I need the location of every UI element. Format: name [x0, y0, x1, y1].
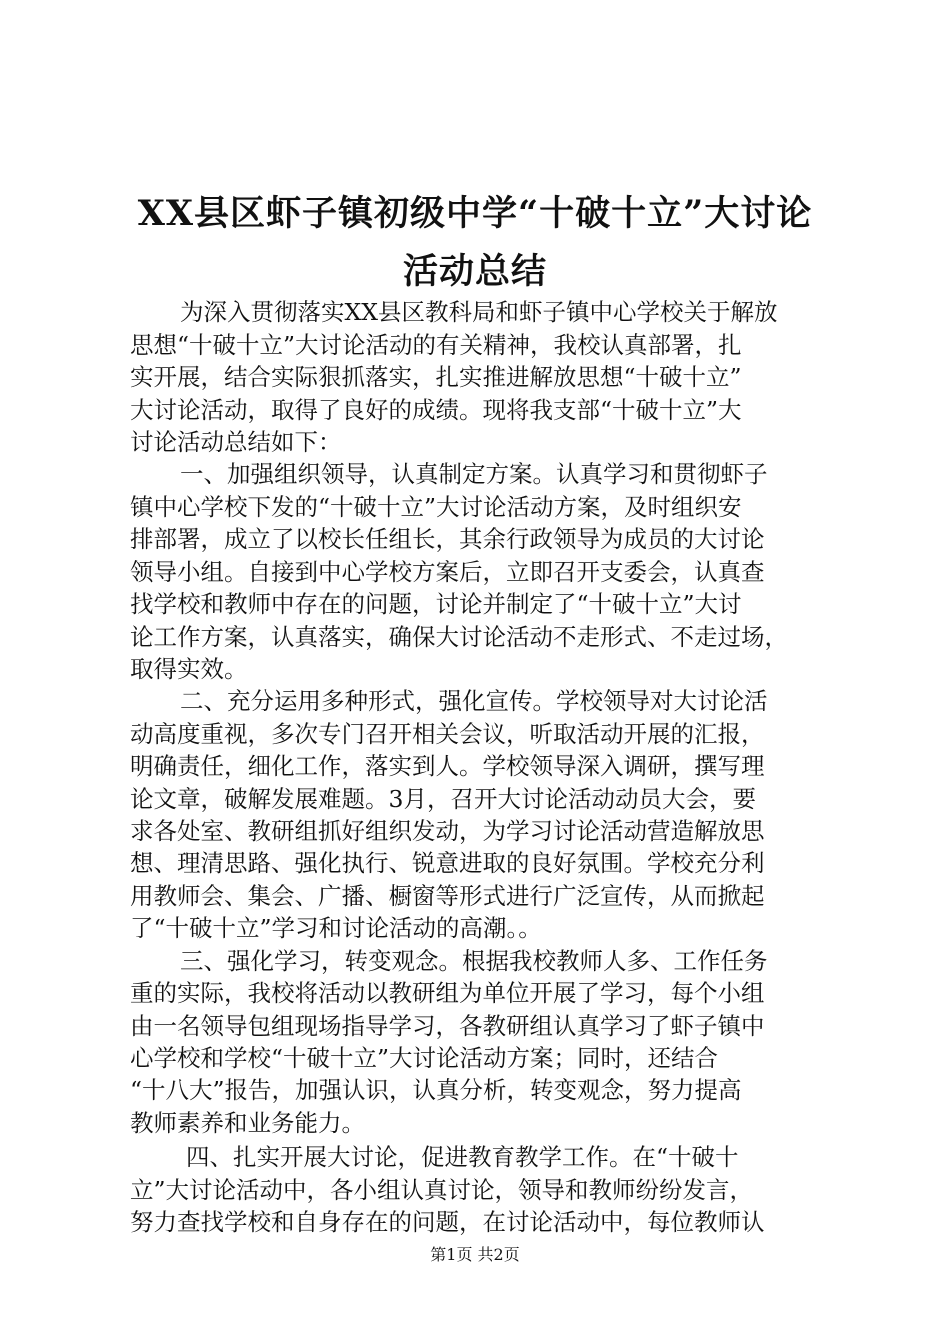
paragraph-line: 了“十破十立”学习和讨论活动的高潮。。	[130, 914, 542, 942]
paragraph-line: 实开展，结合实际狠抓落实，扎实推进解放思想“十破十立”	[130, 363, 742, 391]
paragraph-line: 论文章，破解发展难题。3月，召开大讨论活动动员大会，要	[130, 785, 756, 813]
paragraph-line: 为深入贯彻落实XX县区教科局和虾子镇中心学校关于解放	[180, 298, 778, 326]
paragraph-line: 取得实效。	[130, 655, 248, 683]
paragraph-line: 一、加强组织领导，认真制定方案。认真学习和贯彻虾子	[180, 460, 768, 488]
paragraph-line: 教师素养和业务能力。	[130, 1109, 365, 1137]
paragraph-line: 四、扎实开展大讨论，促进教育教学工作。在“十破十	[186, 1143, 739, 1171]
paragraph-line: 重的实际，我校将活动以教研组为单位开展了学习，每个小组	[130, 979, 765, 1007]
paragraph-line: 用教师会、集会、广播、橱窗等形式进行广泛宣传，从而掀起	[130, 882, 765, 910]
paragraph-line: 三、强化学习，转变观念。根据我校教师人多、工作任务	[180, 947, 768, 975]
paragraph-line: 二、充分运用多种形式，强化宣传。学校领导对大讨论活	[180, 687, 768, 715]
paragraph-line: 明确责任，细化工作，落实到人。学校领导深入调研，撰写理	[130, 752, 765, 780]
paragraph-line: 镇中心学校下发的“十破十立”大讨论活动方案，及时组织安	[130, 493, 742, 521]
page-number-footer: 第1页 共2页	[430, 1245, 520, 1264]
paragraph-line: “十八大”报告，加强认识，认真分析，转变观念，努力提高	[130, 1076, 742, 1104]
paragraph-line: 论工作方案，认真落实，确保大讨论活动不走形式、不走过场，	[130, 623, 788, 651]
paragraph-line: 求各处室、教研组抓好组织发动，为学习讨论活动营造解放思	[130, 817, 765, 845]
paragraph-line: 大讨论活动，取得了良好的成绩。现将我支部“十破十立”大	[130, 396, 742, 424]
paragraph-line: 领导小组。自接到中心学校方案后，立即召开支委会，认真查	[130, 558, 765, 586]
paragraph-line: 努力查找学校和自身存在的问题，在讨论活动中，每位教师认	[130, 1208, 765, 1236]
paragraph-line: 立”大讨论活动中，各小组认真讨论，领导和教师纷纷发言，	[130, 1176, 754, 1204]
document-title-line-1: XX县区虾子镇初级中学“十破十立”大讨论	[137, 193, 813, 234]
paragraph-line: 思想“十破十立”大讨论活动的有关精神，我校认真部署，扎	[130, 331, 742, 359]
paragraph-line: 排部署，成立了以校长任组长，其余行政领导为成员的大讨论	[130, 525, 765, 553]
paragraph-line: 找学校和教师中存在的问题，讨论并制定了“十破十立”大讨	[130, 590, 742, 618]
paragraph-line: 动高度重视，多次专门召开相关会议，听取活动开展的汇报，	[130, 720, 765, 748]
paragraph-line: 想、理清思路、强化执行、锐意进取的良好氛围。学校充分利	[130, 849, 765, 877]
document-title-line-2: 活动总结	[402, 251, 547, 292]
paragraph-line: 讨论活动总结如下：	[130, 428, 342, 456]
paragraph-line: 心学校和学校“十破十立”大讨论活动方案；同时，还结合	[130, 1044, 719, 1072]
paragraph-line: 由一名领导包组现场指导学习，各教研组认真学习了虾子镇中	[130, 1012, 765, 1040]
